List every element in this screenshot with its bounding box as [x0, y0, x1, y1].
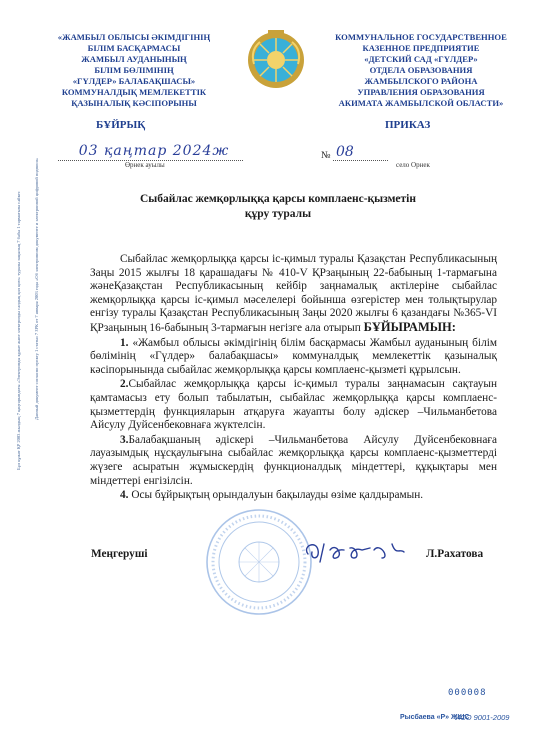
title-line-1: Сыбайлас жемқорлыққа қарсы комплаенс-қызметін — [139, 193, 417, 205]
doc-type-ru: ПРИКАЗ — [385, 119, 431, 131]
order-item-3 — [90, 434, 497, 488]
item-number: 3. — [120, 433, 129, 446]
number-handwritten: 08 — [336, 144, 354, 160]
header-right-line: УПРАВЛЕНИЯ ОБРАЗОВАНИЯ — [357, 87, 485, 97]
header-left-line: «ГҮЛДЕР» БАЛАБАҚШАСЫ» — [72, 76, 196, 86]
header-left-line: БІЛІМ БАСҚАРМАСЫ — [87, 43, 181, 53]
header-right-line: «ДЕТСКИЙ САД «ГҮЛДЕР» — [364, 54, 478, 64]
order-item-2 — [90, 378, 497, 432]
signatory-role: Меңгеруші — [91, 548, 148, 560]
doc-type-kz: БҰЙРЫҚ — [96, 119, 146, 131]
header-right-org — [316, 32, 526, 109]
place-ru: село Орнек — [396, 161, 430, 169]
serial-number: 000008 — [448, 688, 487, 698]
item-number: 4. — [120, 489, 129, 502]
header-left-line: ҚАЗЫНАЛЫҚ КӘСІПОРЫНЫ — [71, 98, 197, 108]
side-legal-text-ru: Данный документ согласно пункту 1 статьи 7 ЗРК от 7 января 2003 года «Об электронном документе и электронной цифровой подписи» — [34, 157, 39, 420]
side-legal-text-kz: Бұл құжат ҚР 2003 жылдың 7 қаңтарындағы «Электронды құжат және электронды сандық қол қою» туралы заңының 7 бабы 1 тармағына сәйкес — [16, 191, 21, 470]
header-left-line: КОММУНАЛДЫҚ МЕМЛЕКЕТТІК — [61, 87, 207, 97]
number-underline — [333, 160, 388, 161]
number-label: № — [321, 150, 331, 161]
order-item-4 — [90, 489, 497, 503]
printer-mark: Рысбаева «Р» ЖШС — [400, 714, 470, 721]
date-handwritten: 03 қаңтар 2024ж — [78, 143, 230, 159]
header-right-line: КОММУНАЛЬНОЕ ГОСУДАРСТВЕННОЕ — [335, 32, 507, 42]
order-word: БҰЙЫРАМЫН: — [363, 319, 456, 334]
header-right-line: АКИМАТА ЖАМБЫЛСКОЙ ОБЛАСТИ» — [338, 98, 504, 108]
item-text: «Жамбыл облысы әкімдігінің білім басқармасы Жамбыл ауданының білім бөлімінің «Гүлдер» балабақшасы» коммуналдық мемлекеттік қазыналық кәсіпорынында сыбайлас жемқорлыққа қарсы комплаенс-қызметі құрылсын. — [90, 336, 497, 376]
iso-mark: ИСО 9001-2009 — [455, 713, 510, 722]
state-emblem-icon — [246, 30, 306, 90]
item-text: Осы бұйрықтың орындалуын бақылауды өзіме қалдырамын. — [131, 489, 424, 502]
header-right-line: ЖАМБЫЛСКОГО РАЙОНА — [364, 76, 478, 86]
title-line-2: құру туралы — [244, 208, 312, 220]
preamble-paragraph — [90, 253, 497, 336]
document-body — [90, 253, 497, 504]
document-title — [60, 192, 496, 222]
header-left-line: БІЛІМ БӨЛІМІНІҢ — [94, 65, 174, 75]
item-number: 1. — [120, 336, 129, 349]
header-left-line: «ЖАМБЫЛ ОБЛЫСЫ ӘКІМДІГІНІҢ — [57, 32, 211, 42]
signatory-name: Л.Рахатова — [426, 548, 484, 560]
item-text: Сыбайлас жемқорлыққа қарсы іс-қимыл туралы заңнамасын сақтауын қамтамасыз ету болып табылатын, сыбайлас жемқорлыққа қарсы комплаенс-қызметтердің функцияларын атқаруға жауапты болу әдіскер –Чильманбетова Айсулу Дуйсенбековнаға жүктелсін. — [90, 378, 497, 432]
order-item-1 — [90, 337, 497, 378]
header-left-org — [34, 32, 234, 109]
item-text: Балабақшаның әдіскері –Чильманбетова Айсулу Дуйсенбековнаға лауазымдық нұсқаулығына сыбайлас жемқорлыққа қарсы комплаенс-қызметтерді жүзеге асыратын жұмыскердің функционалдық міндеттері, құқықтары мен міндеттері енгізілсін. — [90, 433, 497, 487]
header-right-line: КАЗЕННОЕ ПРЕДПРИЯТИЕ — [362, 43, 480, 53]
place-kz: Өрнек ауылы — [125, 161, 165, 169]
item-number: 2. — [120, 378, 129, 391]
official-stamp-icon — [205, 508, 313, 616]
preamble-text: Сыбайлас жемқорлыққа қарсы іс-қимыл туралы Қазақстан Республикасының Заңы 2015 жылғы 18 қарашадағы № 410-V ҚРзаңының 22-бабының 1-тармағына жәнеҚазақстан Республикасының кейбір заңнамалық актілеріне сыбайлас жемқорлыққа қарсы іс-қимыл мәселелері бойынша өзгерістер мен толықтырулар енгізу туралы Қазақстан Республикасының Заңы 2020 жылғы 6 қазандағы №365-VI ҚРзаңының 16-бабының 3-тармағын негізге ала отырып — [90, 253, 497, 334]
header-left-line: ЖАМБЫЛ АУДАНЫНЫҢ — [81, 54, 187, 64]
header-right-line: ОТДЕЛА ОБРАЗОВАНИЯ — [369, 65, 473, 75]
handwritten-signature-icon — [300, 536, 420, 566]
